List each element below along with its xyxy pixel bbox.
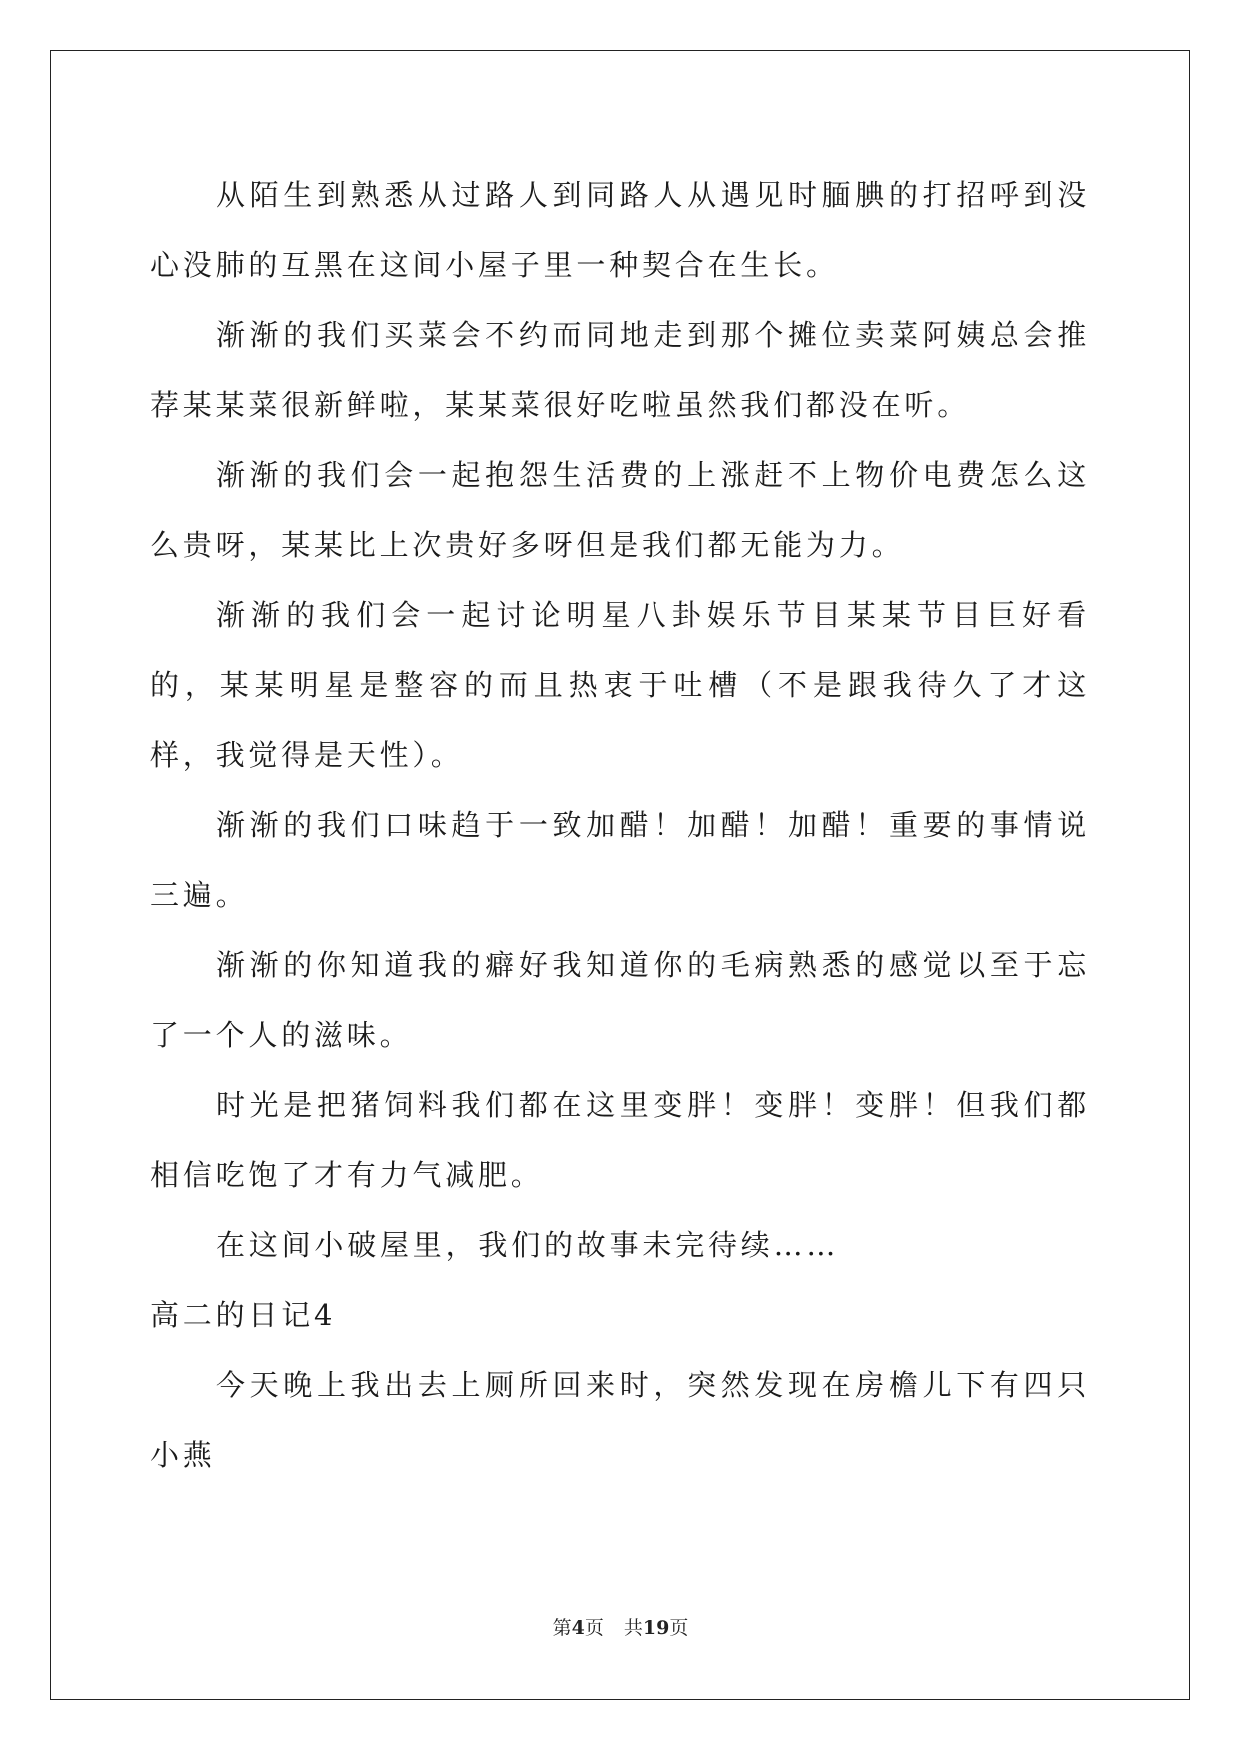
document-body (150, 160, 1090, 1490)
total-prefix: 共 (623, 1617, 643, 1639)
paragraph-3: 渐渐的我们会一起抱怨生活费的上涨赶不上物价电费怎么这么贵呀，某某比上次贵好多呀但是我们都无能为力。 (150, 458, 1090, 562)
paragraph-7: 时光是把猪饲料我们都在这里变胖！变胖！变胖！但我们都相信吃饱了才有力气减肥。 (150, 1088, 1090, 1192)
paragraph-9: 今天晚上我出去上厕所回来时，突然发现在房檐儿下有四只小燕 (150, 1368, 1090, 1472)
paragraph-4: 渐渐的我们会一起讨论明星八卦娱乐节目某某节目巨好看的，某某明星是整容的而且热衷于吐槽（不是跟我待久了才这样，我觉得是天性）。 (150, 598, 1090, 772)
total-suffix: 页 (669, 1617, 689, 1639)
section-heading: 高二的日记4 (150, 1298, 337, 1332)
page-prefix: 第 (552, 1617, 572, 1639)
paragraph-1: 从陌生到熟悉从过路人到同路人从遇见时腼腆的打招呼到没心没肺的互黑在这间小屋子里一种契合在生长。 (150, 178, 1090, 282)
paragraph-5: 渐渐的我们口味趋于一致加醋！加醋！加醋！重要的事情说三遍。 (150, 808, 1090, 912)
page-suffix: 页 (584, 1617, 604, 1639)
total-pages: 19 (642, 1617, 670, 1639)
page-number: 4 (571, 1617, 585, 1639)
paragraph-8: 在这间小破屋里，我们的故事未完待续…… (216, 1228, 840, 1262)
page-footer (0, 1613, 1241, 1640)
paragraph-2: 渐渐的我们买菜会不约而同地走到那个摊位卖菜阿姨总会推荐某某菜很新鲜啦，某某菜很好吃啦虽然我们都没在听。 (150, 318, 1090, 422)
paragraph-6: 渐渐的你知道我的癖好我知道你的毛病熟悉的感觉以至于忘了一个人的滋味。 (150, 948, 1090, 1052)
